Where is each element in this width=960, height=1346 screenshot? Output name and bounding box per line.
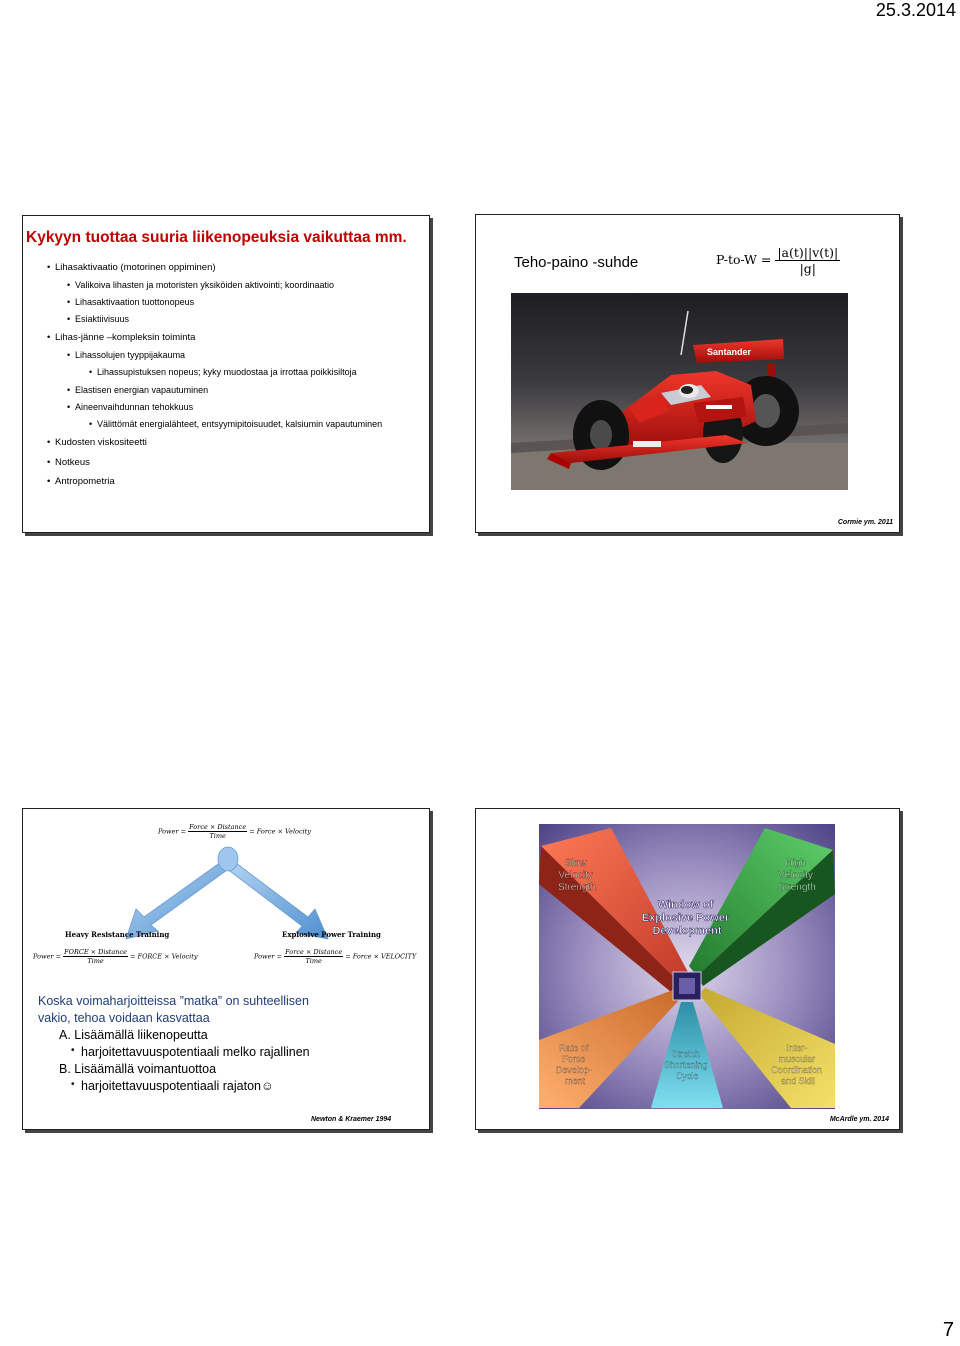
citation: Newton & Kraemer 1994 [311,1116,392,1123]
formula-rhs: = Force × Velocity [249,827,311,836]
slide-factors [22,215,430,533]
slide2-title: Teho-paino -suhde [514,254,639,271]
label-ssc-0: Stretch [671,1049,700,1059]
list-item: • Lihasaktivaatio (motorinen oppiminen) [55,262,216,273]
slide-power-training [22,808,430,1130]
formula-denominator: Time [305,957,322,965]
label-inter-1: muscular [778,1054,815,1064]
label-rate-0: Rate of [559,1043,589,1053]
formula-lhs: P-to-W = [716,252,772,267]
list-item: • Lihasaktivaation tuottonopeus [75,297,194,307]
formula-denominator: Time [209,832,226,840]
explosive-power-caption: Explosive Power Training [282,930,381,939]
car-sponsor-text: Santander [707,347,752,357]
label-window-1: Explosive Power [641,912,730,924]
explosive-power-diagram [539,824,835,1109]
label-window-0: Window of [657,899,714,911]
label-high-2: Strength [778,882,816,893]
text-line: harjoitettavuuspotentiaali melko rajallinen [81,1045,310,1059]
text-line-body: harjoitettavuuspotentiaali rajaton [81,1079,261,1093]
page-date: 25.3.2014 [875,0,956,20]
text-line: A. Lisäämällä liikenopeutta [59,1028,208,1042]
list-item: • Aineenvaihdunnan tehokkuus [75,402,193,412]
list-item: • Esiaktiivisuus [75,314,129,324]
power-formula-left [33,948,198,965]
list-item: • Kudosten viskositeetti [55,437,147,448]
formula-numerator: FORCE × Distance [64,948,127,956]
label-rate-2: Develop- [555,1065,592,1075]
power-to-weight-formula [716,245,840,276]
bullet-icon: • [71,1045,75,1056]
label-window-2: Development [652,925,722,937]
smiley-icon: ☺ [260,1079,274,1093]
slide1-title: Kykyyn tuottaa suuria liikenopeuksia vaikuttaa mm. [26,229,407,246]
text-line: vakio, tehoa voidaan kasvattaa [38,1011,210,1025]
list-item: • Valikoiva lihasten ja motoristen yksiköiden aktivointi; koordinaatio [75,280,334,290]
text-line [81,1079,274,1093]
power-formula-top [158,823,311,840]
list-item: • Notkeus [55,457,90,468]
label-inter-2: Coordination [771,1065,823,1075]
label-slow-0: Slow [564,858,587,869]
formula-lhs: Power = [254,952,283,961]
label-rate-1: Force [562,1054,586,1064]
formula-rhs: = FORCE × Velocity [130,952,198,961]
citation: Cormie ym. 2011 [837,519,893,526]
bullet-icon: • [71,1079,75,1090]
formula-numerator: Force × Distance [189,823,247,831]
label-inter-0: Inter- [786,1043,808,1053]
power-formula-right [254,948,416,965]
page-number: 7 [942,1319,954,1341]
text-line: Koska voimaharjoitteissa ”matka” on suhteellisen [38,994,309,1008]
label-high-1: Velocity [778,870,813,881]
formula-lhs: Power = [33,952,62,961]
heavy-resistance-caption: Heavy Resistance Training [65,930,170,939]
label-inter-3: and Skill [780,1076,816,1086]
slide-power-to-weight [475,214,900,533]
label-ssc-2: Cycle [675,1071,699,1081]
label-ssc-1: Shortening [663,1060,708,1070]
list-item: • Lihassolujen tyyppijakauma [75,350,185,360]
list-item: • Elastisen energian vapautuminen [75,385,208,395]
text-line: B. Lisäämällä voimantuottoa [59,1062,217,1076]
label-slow-1: Velocity [558,870,593,881]
formula-lhs: Power = [158,827,187,836]
formula-rhs: = Force × VELOCITY [345,952,417,961]
f1-car-photo [511,293,848,490]
list-item: • Lihas-jänne –kompleksin toiminta [55,332,195,343]
label-rate-3: ment [564,1076,586,1086]
formula-denominator: Time [87,957,104,965]
formula-numerator: |a(t)||v(t)| [777,245,839,260]
list-item: • Antropometria [55,476,115,487]
label-high-0: High [785,858,806,869]
list-item: • Lihassupistuksen nopeus; kyky muodostaa ja irrottaa poikkisiltoja [97,367,357,377]
label-slow-2: Strength [558,882,596,893]
formula-denominator: |g| [799,261,816,276]
slide-explosive-power-window [475,808,900,1130]
list-item: • Välittömät energialähteet, entsyymipitoisuudet, kalsiumin vapautuminen [97,419,382,429]
citation: McArdle ym. 2014 [829,1116,889,1123]
formula-numerator: Force × Distance [285,948,343,956]
